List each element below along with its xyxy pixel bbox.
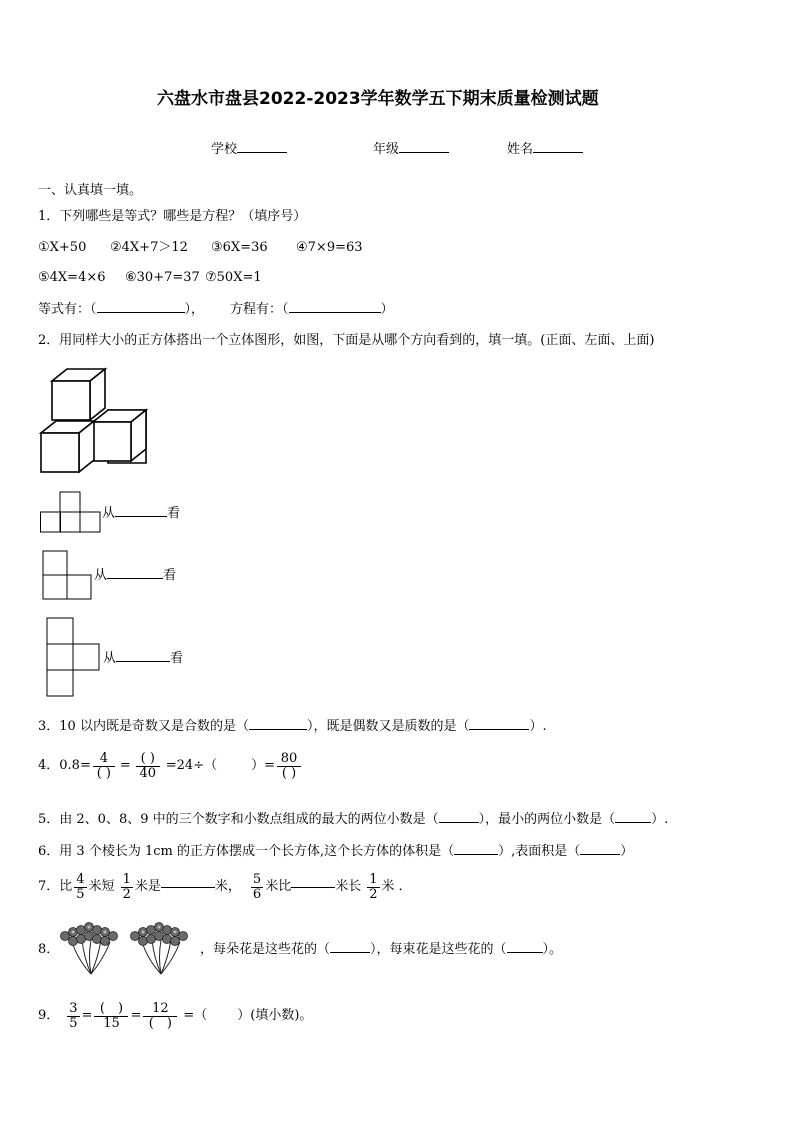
q2-number: 2． xyxy=(38,333,60,348)
q6-blank-2[interactable] xyxy=(580,854,620,855)
q4-blank-2[interactable]: ( ) xyxy=(136,752,160,767)
q3-blank-2[interactable] xyxy=(469,729,529,730)
flower-bouquets-image xyxy=(58,918,198,978)
view-diagram-1 xyxy=(40,490,102,534)
q1-item: ④7×9=63 xyxy=(296,240,363,255)
q3-blank-1[interactable] xyxy=(249,729,307,730)
q7-number: 7． xyxy=(38,878,60,894)
q2-text: 用同样大小的正方体搭出一个立体图形，如图，下面是从哪个方向看到的，填一填。(正面、左面、上面) xyxy=(59,333,655,348)
q7-blank-1[interactable] xyxy=(161,887,215,888)
q6: 6．用 3 个棱长为 1cm 的正方体摆成一个长方体,这个长方体的体积是（ ）,表面积是（ ） xyxy=(38,844,634,859)
view-1-answer: 从 看 xyxy=(102,506,181,521)
q7: 7．比 $\frac{4}{5}$ 米短 $\frac{1}{2}$ 米是 米， $\frac{5}{6}$ 米比 米长 $\frac{1}{2}$ 米 ． xyxy=(38,872,412,902)
q4-fraction-3: $\frac{80}{( )}$ xyxy=(277,752,301,780)
q9-fraction-1: $\frac{3}{5}$ xyxy=(69,1001,78,1031)
q1-item: ⑦50X=1 xyxy=(205,270,262,285)
q1-item: ③6X=36 xyxy=(211,240,268,255)
name-field[interactable] xyxy=(507,143,583,156)
q9-fraction-2: $\frac{( )}{15}$ xyxy=(94,1002,128,1030)
view-3-blank[interactable] xyxy=(116,661,170,662)
q7-fraction-1: $\frac{4}{5}$ xyxy=(76,872,85,902)
q7-fraction-4: $\frac{1}{2}$ xyxy=(369,872,378,902)
q5-blank-1[interactable] xyxy=(439,822,479,823)
view-3-answer: 从 看 xyxy=(103,651,184,666)
q1-answer-line: 等式有：（ ）， 方程有：（ ） xyxy=(38,302,394,317)
q4-fraction-2: $\frac{( )}{40}$ xyxy=(136,752,160,780)
view-2-blank[interactable] xyxy=(107,578,163,579)
q7-fraction-2: $\frac{1}{2}$ xyxy=(122,872,131,902)
name-label: 姓名 xyxy=(507,142,534,157)
grade-label: 年级 xyxy=(373,142,400,157)
q9-number: 9． xyxy=(38,1007,60,1023)
formula-blank[interactable] xyxy=(289,312,381,313)
equation-blank[interactable] xyxy=(97,312,185,313)
q7-fraction-3: $\frac{5}{6}$ xyxy=(252,872,262,902)
q5-number: 5． xyxy=(38,812,60,827)
q8-text: ，每朵花是这些花的（ ），每束花是这些花的（ ）。 xyxy=(200,942,563,957)
school-label: 学校 xyxy=(211,142,238,157)
q5-blank-2[interactable] xyxy=(615,822,651,823)
q1-text: 下列哪些是等式？哪些是方程？（填序号） xyxy=(59,209,307,224)
school-field[interactable] xyxy=(211,143,287,156)
q8-number: 8． xyxy=(38,942,60,957)
q3-number: 3． xyxy=(38,719,60,734)
q8-blank-2[interactable] xyxy=(507,952,543,953)
q4-blank-4[interactable]: ( ) xyxy=(281,765,297,781)
cube-figure xyxy=(38,365,150,475)
view-diagram-2 xyxy=(42,550,92,602)
q1-item: ①X+50 xyxy=(38,240,87,255)
grade-field[interactable] xyxy=(373,143,449,156)
q4-blank-1[interactable]: ( ) xyxy=(96,765,111,781)
formula-label: 方程有：（ xyxy=(230,302,289,317)
view-2-answer: 从 看 xyxy=(94,568,177,583)
view-diagram-3 xyxy=(46,617,102,697)
q1-item: ②4X+7＞12 xyxy=(110,240,188,255)
q4: 4．0.8= $\frac{4}{( )}$ = $\frac{( )}{40}$ =24÷（ ）= $\frac{80}{( )}$ xyxy=(38,752,303,780)
q1-prompt xyxy=(38,210,306,223)
page-title: 六盘水市盘县2022-2023学年数学五下期末质量检测试题 xyxy=(157,89,599,109)
section-heading: 一、认真填一填。 xyxy=(38,183,143,198)
q4-fraction-1: $\frac{4}{( )}$ xyxy=(93,752,115,780)
q5: 5．由 2、0、8、9 中的三个数字和小数点组成的最大的两位小数是（ ），最小的两位小数是（ ）. xyxy=(38,812,669,827)
q9-blank-1[interactable]: ( ) xyxy=(94,1002,128,1017)
q6-blank-1[interactable] xyxy=(454,854,498,855)
q1-item: ⑤4X=4×6 xyxy=(38,270,106,285)
q9-blank-2[interactable]: ( ) xyxy=(148,1015,172,1031)
q1-number: 1． xyxy=(38,209,60,224)
q9: 9． $\frac{3}{5}$ = $\frac{( )}{15}$ = $\frac{12}{( )}$ =（ ）(填小数)。 xyxy=(38,1001,313,1031)
q3: 3．10 以内既是奇数又是合数的是（ ），既是偶数又是质数的是（ ）. xyxy=(38,719,547,734)
q6-number: 6． xyxy=(38,844,60,859)
view-1-blank[interactable] xyxy=(115,516,167,517)
q2-prompt xyxy=(38,334,654,347)
q4-number: 4． xyxy=(38,757,60,773)
q1-item: ⑥30+7=37 xyxy=(125,270,200,285)
q7-blank-2[interactable] xyxy=(291,887,335,888)
equation-label: 等式有：（ xyxy=(38,302,97,317)
q9-fraction-3: $\frac{12}{( )}$ xyxy=(143,1002,177,1030)
q8-blank-1[interactable] xyxy=(330,952,370,953)
